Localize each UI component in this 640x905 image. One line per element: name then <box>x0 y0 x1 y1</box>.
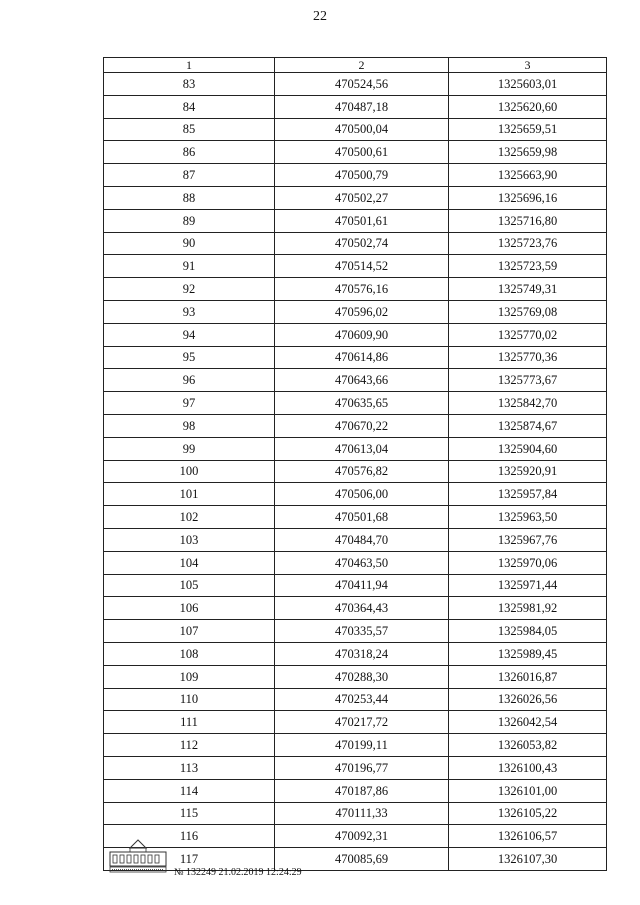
y-coordinate-cell: 1326101,00 <box>449 779 607 802</box>
y-coordinate-cell: 1325967,76 <box>449 528 607 551</box>
table-row <box>104 73 607 96</box>
point-number-cell: 110 <box>104 688 275 711</box>
x-coordinate-cell: 470500,04 <box>275 118 449 141</box>
table-row <box>104 779 607 802</box>
point-number-cell: 88 <box>104 186 275 209</box>
y-coordinate-cell: 1326016,87 <box>449 665 607 688</box>
y-coordinate-cell: 1325749,31 <box>449 278 607 301</box>
x-coordinate-cell: 470288,30 <box>275 665 449 688</box>
x-coordinate-cell: 470335,57 <box>275 620 449 643</box>
table-row <box>104 597 607 620</box>
table-row <box>104 392 607 415</box>
point-number-cell: 113 <box>104 756 275 779</box>
point-number-cell: 107 <box>104 620 275 643</box>
point-number-cell: 84 <box>104 95 275 118</box>
point-number-cell: 97 <box>104 392 275 415</box>
x-coordinate-cell: 470506,00 <box>275 483 449 506</box>
x-coordinate-cell: 470500,79 <box>275 164 449 187</box>
x-coordinate-cell: 470614,86 <box>275 346 449 369</box>
table-row <box>104 460 607 483</box>
y-coordinate-cell: 1325659,51 <box>449 118 607 141</box>
y-coordinate-cell: 1325770,02 <box>449 323 607 346</box>
y-coordinate-cell: 1326106,57 <box>449 825 607 848</box>
y-coordinate-cell: 1326042,54 <box>449 711 607 734</box>
y-coordinate-cell: 1325981,92 <box>449 597 607 620</box>
table-row <box>104 574 607 597</box>
table-row <box>104 528 607 551</box>
x-coordinate-cell: 470613,04 <box>275 437 449 460</box>
table-row <box>104 711 607 734</box>
y-coordinate-cell: 1326107,30 <box>449 848 607 871</box>
point-number-cell: 101 <box>104 483 275 506</box>
table-header-row <box>104 58 607 73</box>
table-row <box>104 437 607 460</box>
y-coordinate-cell: 1325904,60 <box>449 437 607 460</box>
coordinates-table <box>103 57 607 871</box>
y-coordinate-cell: 1325723,76 <box>449 232 607 255</box>
y-coordinate-cell: 1325603,01 <box>449 73 607 96</box>
table-row <box>104 186 607 209</box>
y-coordinate-cell: 1326026,56 <box>449 688 607 711</box>
point-number-cell: 95 <box>104 346 275 369</box>
table-row <box>104 734 607 757</box>
registry-building-stamp-icon <box>108 838 168 878</box>
point-number-cell: 89 <box>104 209 275 232</box>
x-coordinate-cell: 470514,52 <box>275 255 449 278</box>
x-coordinate-cell: 470111,33 <box>275 802 449 825</box>
point-number-cell: 96 <box>104 369 275 392</box>
table-row <box>104 620 607 643</box>
point-number-cell: 90 <box>104 232 275 255</box>
point-number-cell: 94 <box>104 323 275 346</box>
y-coordinate-cell: 1325957,84 <box>449 483 607 506</box>
y-coordinate-cell: 1326100,43 <box>449 756 607 779</box>
y-coordinate-cell: 1325984,05 <box>449 620 607 643</box>
x-coordinate-cell: 470576,16 <box>275 278 449 301</box>
table-row <box>104 255 607 278</box>
y-coordinate-cell: 1325769,08 <box>449 300 607 323</box>
table-row <box>104 141 607 164</box>
x-coordinate-cell: 470609,90 <box>275 323 449 346</box>
table-row <box>104 300 607 323</box>
table-row <box>104 506 607 529</box>
table-row <box>104 118 607 141</box>
point-number-cell: 99 <box>104 437 275 460</box>
table-row <box>104 278 607 301</box>
table-row <box>104 642 607 665</box>
table-row <box>104 688 607 711</box>
x-coordinate-cell: 470596,02 <box>275 300 449 323</box>
y-coordinate-cell: 1325971,44 <box>449 574 607 597</box>
x-coordinate-cell: 470643,66 <box>275 369 449 392</box>
point-number-cell: 117 <box>104 848 275 871</box>
y-coordinate-cell: 1325659,98 <box>449 141 607 164</box>
table-row <box>104 802 607 825</box>
page-number: 22 <box>313 9 327 24</box>
point-number-cell: 98 <box>104 414 275 437</box>
y-coordinate-cell: 1325920,91 <box>449 460 607 483</box>
table-row <box>104 346 607 369</box>
y-coordinate-cell: 1325989,45 <box>449 642 607 665</box>
y-coordinate-cell: 1325716,80 <box>449 209 607 232</box>
table-row <box>104 323 607 346</box>
table-row <box>104 756 607 779</box>
point-number-cell: 100 <box>104 460 275 483</box>
point-number-cell: 86 <box>104 141 275 164</box>
x-coordinate-cell: 470670,22 <box>275 414 449 437</box>
point-number-cell: 83 <box>104 73 275 96</box>
point-number-cell: 85 <box>104 118 275 141</box>
x-coordinate-cell: 470524,56 <box>275 73 449 96</box>
x-coordinate-cell: 470484,70 <box>275 528 449 551</box>
y-coordinate-cell: 1325620,60 <box>449 95 607 118</box>
point-number-cell: 106 <box>104 597 275 620</box>
point-number-cell: 105 <box>104 574 275 597</box>
x-coordinate-cell: 470085,69 <box>275 848 449 871</box>
x-coordinate-cell: 470217,72 <box>275 711 449 734</box>
table-row <box>104 551 607 574</box>
point-number-cell: 112 <box>104 734 275 757</box>
table-row <box>104 209 607 232</box>
x-coordinate-cell: 470463,50 <box>275 551 449 574</box>
x-coordinate-cell: 470500,61 <box>275 141 449 164</box>
header-col-2: 2 <box>275 58 449 73</box>
point-number-cell: 102 <box>104 506 275 529</box>
y-coordinate-cell: 1325970,06 <box>449 551 607 574</box>
point-number-cell: 104 <box>104 551 275 574</box>
y-coordinate-cell: 1325773,67 <box>449 369 607 392</box>
x-coordinate-cell: 470501,61 <box>275 209 449 232</box>
x-coordinate-cell: 470196,77 <box>275 756 449 779</box>
y-coordinate-cell: 1326053,82 <box>449 734 607 757</box>
x-coordinate-cell: 470502,74 <box>275 232 449 255</box>
x-coordinate-cell: 470501,68 <box>275 506 449 529</box>
footer <box>108 838 408 888</box>
table-row <box>104 232 607 255</box>
point-number-cell: 92 <box>104 278 275 301</box>
table-row <box>104 483 607 506</box>
point-number-cell: 115 <box>104 802 275 825</box>
point-number-cell: 103 <box>104 528 275 551</box>
y-coordinate-cell: 1325770,36 <box>449 346 607 369</box>
x-coordinate-cell: 470502,27 <box>275 186 449 209</box>
y-coordinate-cell: 1325963,50 <box>449 506 607 529</box>
x-coordinate-cell: 470411,94 <box>275 574 449 597</box>
header-col-3: 3 <box>449 58 607 73</box>
x-coordinate-cell: 470092,31 <box>275 825 449 848</box>
header-col-1: 1 <box>104 58 275 73</box>
table-row <box>104 164 607 187</box>
y-coordinate-cell: 1325874,67 <box>449 414 607 437</box>
point-number-cell: 109 <box>104 665 275 688</box>
x-coordinate-cell: 470635,65 <box>275 392 449 415</box>
y-coordinate-cell: 1325723,59 <box>449 255 607 278</box>
point-number-cell: 93 <box>104 300 275 323</box>
x-coordinate-cell: 470199,11 <box>275 734 449 757</box>
x-coordinate-cell: 470318,24 <box>275 642 449 665</box>
point-number-cell: 87 <box>104 164 275 187</box>
x-coordinate-cell: 470487,18 <box>275 95 449 118</box>
point-number-cell: 108 <box>104 642 275 665</box>
y-coordinate-cell: 1326105,22 <box>449 802 607 825</box>
table-row <box>104 665 607 688</box>
y-coordinate-cell: 1325663,90 <box>449 164 607 187</box>
point-number-cell: 111 <box>104 711 275 734</box>
y-coordinate-cell: 1325842,70 <box>449 392 607 415</box>
registration-stamp-text: № 132249 21.02.2019 12:24:29 <box>174 867 302 878</box>
point-number-cell: 116 <box>104 825 275 848</box>
x-coordinate-cell: 470576,82 <box>275 460 449 483</box>
y-coordinate-cell: 1325696,16 <box>449 186 607 209</box>
point-number-cell: 91 <box>104 255 275 278</box>
x-coordinate-cell: 470364,43 <box>275 597 449 620</box>
table-row <box>104 414 607 437</box>
coordinates-table-body <box>104 58 607 871</box>
x-coordinate-cell: 470253,44 <box>275 688 449 711</box>
point-number-cell: 114 <box>104 779 275 802</box>
x-coordinate-cell: 470187,86 <box>275 779 449 802</box>
table-row <box>104 95 607 118</box>
table-row <box>104 369 607 392</box>
